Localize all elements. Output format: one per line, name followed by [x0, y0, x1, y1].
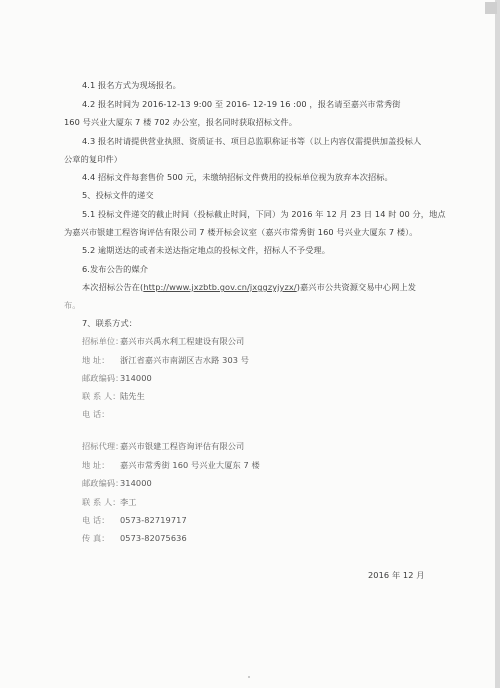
tenderer-postcode-label: 邮政编码： [82, 373, 124, 383]
scan-edge [495, 0, 500, 688]
tenderer-address-row [82, 355, 249, 366]
agent-unit-label: 招标代理： [82, 441, 124, 451]
agent-fax-row [82, 533, 187, 544]
section-6-line-2: 布。 [64, 300, 81, 310]
tenderer-phone-row [82, 409, 120, 420]
agent-contact-value: 李工 [120, 497, 137, 507]
agent-postcode-label: 邮政编码： [82, 478, 124, 488]
section-4-3-line-2: 公章的复印件） [64, 154, 123, 164]
section-4-1: 4.1 报名方式为现场报名。 [82, 80, 181, 90]
agent-address-label: 地 址： [82, 460, 110, 470]
agent-contact-label: 联 系 人： [82, 497, 121, 507]
agent-phone-row [82, 515, 187, 526]
section-6-heading: 6.发布公告的媒介 [82, 264, 149, 274]
agent-phone-label: 电 话： [82, 515, 110, 525]
tenderer-contact-row [82, 391, 145, 402]
agent-unit-row [82, 441, 244, 452]
tenderer-contact-label: 联 系 人： [82, 391, 121, 401]
tenderer-unit-value: 嘉兴市兴禹水利工程建设有限公司 [120, 336, 245, 346]
tenderer-postcode-row [82, 373, 152, 384]
agent-fax-label: 传 真： [82, 533, 110, 543]
tenderer-phone-label: 电 话： [82, 409, 110, 419]
section-6-suffix: )嘉兴市公共资源交易中心网上发 [296, 282, 417, 292]
section-4-3-line-1: 4.3 报名时请提供营业执照、资质证书、项目总监职称证书等（以上内容仅需提供加盖投标人 [82, 136, 422, 146]
section-5-1-line-2: 为嘉兴市银建工程咨询评估有限公司 7 楼开标会议室（嘉兴市常秀街 160 号兴业大厦东 7 楼）。 [64, 227, 418, 237]
section-6-line-1 [82, 282, 416, 293]
agent-address-value: 嘉兴市常秀街 160 号兴业大厦东 7 楼 [120, 460, 260, 470]
tenderer-unit-label: 招标单位： [82, 336, 124, 346]
tenderer-address-label: 地 址： [82, 355, 110, 365]
tenderer-unit-row [82, 336, 244, 347]
agent-postcode-row [82, 478, 152, 489]
tenderer-address-value: 浙江省嘉兴市南湖区吉水路 303 号 [120, 355, 250, 365]
announcement-url-link[interactable]: http://www.jxzbtb.gov.cn/jxggzyjyzx/ [143, 282, 297, 292]
tenderer-contact-value: 陆先生 [120, 391, 145, 401]
agent-address-row [82, 460, 260, 471]
agent-unit-value: 嘉兴市银建工程咨询评估有限公司 [120, 441, 245, 451]
agent-postcode-value: 314000 [120, 478, 152, 488]
document-date: 2016 年 12 月 [368, 570, 425, 580]
agent-contact-row [82, 497, 137, 508]
section-4-2-line-2: 160 号兴业大厦东 7 楼 702 办公室，报名同时获取招标文件。 [64, 117, 298, 127]
section-4-4: 4.4 招标文件每套售价 500 元，未缴纳招标文件费用的投标单位视为放弃本次招标。 [82, 172, 393, 182]
section-6-prefix: 本次招标公告在( [82, 282, 144, 292]
section-5-2: 5.2 逾期送达的或者未送达指定地点的投标文件，招标人不予受理。 [82, 245, 331, 255]
scan-speck [248, 676, 250, 678]
section-5-1-line-1: 5.1 投标文件递交的截止时间（投标截止时间，下同）为 2016 年 12 月 23 日 14 时 00 分，地点 [82, 209, 446, 219]
section-4-2-line-1: 4.2 报名时间为 2016-12-13 9:00 至 2016- 12-19 16 :00 ，报名请至嘉兴市常秀街 [82, 99, 401, 109]
agent-phone-value: 0573-82719717 [120, 515, 187, 525]
scan-corner-mark [485, 2, 497, 14]
section-7-heading: 7、联系方式： [82, 318, 138, 328]
agent-fax-value: 0573-82075636 [120, 533, 187, 543]
section-5-heading: 5、投标文件的递交 [82, 190, 154, 200]
tenderer-postcode-value: 314000 [120, 373, 152, 383]
